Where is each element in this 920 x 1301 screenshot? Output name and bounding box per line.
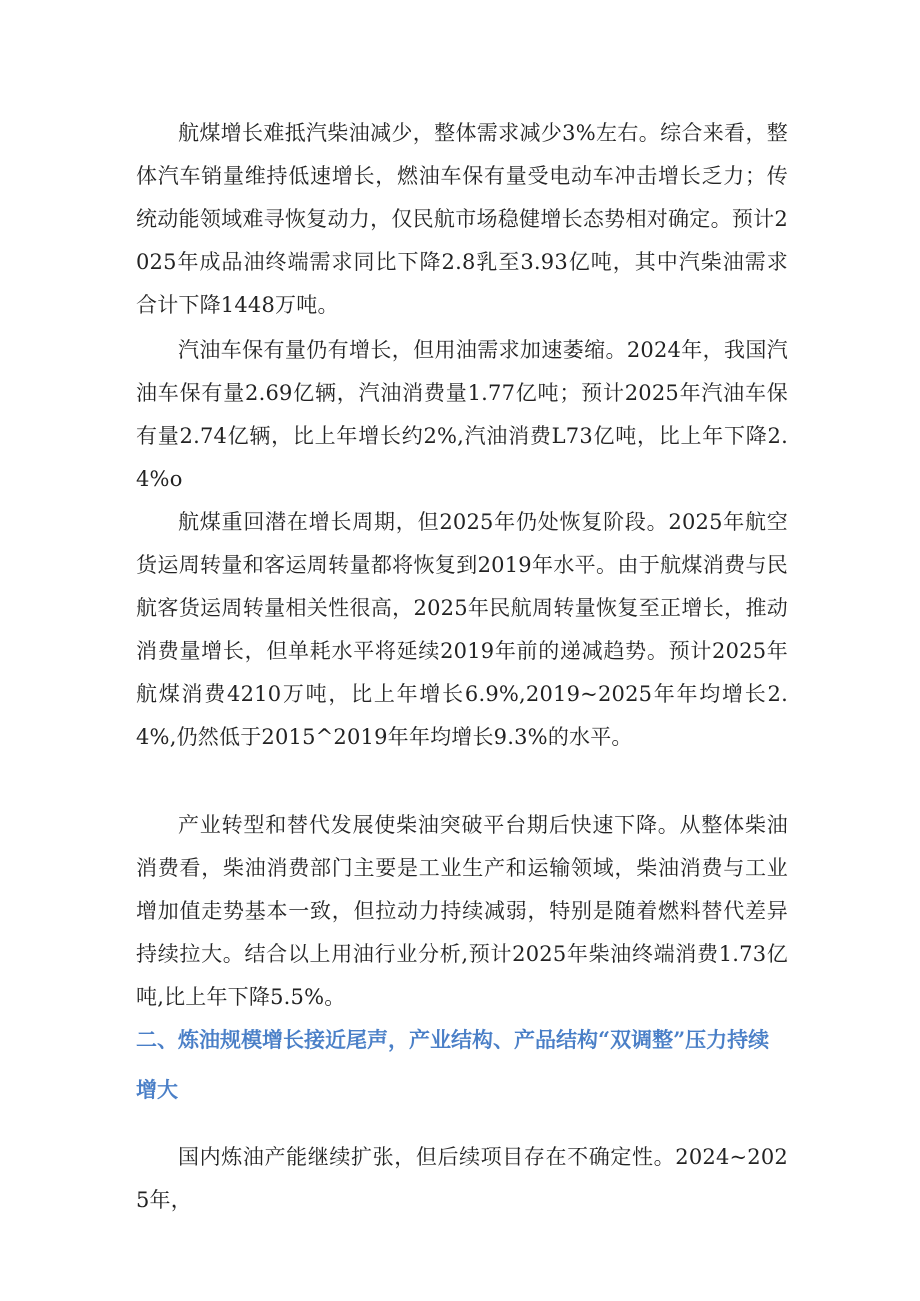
paragraph-jet-fuel-demand-summary: 航煤增长难抵汽柴油减少，整体需求减少3%左右。综合来看，整体汽车销量维持低速增长，燃油车保有量受电动车冲击增长乏力；传统动能领域难寻恢复动力，仅民航市场稳健增长态势相对确定。预计2025年成品油终端需求同比下降2.8乳至3.93亿吨，其中汽柴油需求合计下降1448万吨。	[136, 121, 788, 317]
paragraph-jet-fuel-growth: 航煤重回潜在增长周期，但2025年仍处恢复阶段。2025年航空货运周转量和客运周转量都将恢复到2019年水平。由于航煤消费与民航客货运周转量相关性很高，2025年民航周转量恢复至正增长，推动消费量增长，但单耗水平将延续2019年前的递减趋势。预计2025年航煤消费4210万吨，比上年增长6.9%,2019~2025年年均增长2.4%,仍然低于2015^2019年年均增长9.3%的水平。	[136, 510, 788, 749]
paragraph-diesel-decline: 产业转型和替代发展使柴油突破平台期后快速下降。从整体柴油消费看，柴油消费部门主要是工业生产和运输领域，柴油消费与工业增加值走势基本一致，但拉动力持续减弱，特别是随着燃料替代差异持续拉大。结合以上用油行业分析,预计2025年柴油终端消费1.73亿吨,比上年下降5.5%。	[136, 813, 788, 1009]
paragraph-refining-capacity: 国内炼油产能继续扩张，但后续项目存在不确定性。2024~2025年，	[136, 1145, 788, 1212]
section-heading-refining: 二、炼油规模增长接近尾声，产业结构、产品结构“双调整”压力持续增大	[136, 1027, 770, 1102]
paragraph-gasoline-vehicles: 汽油车保有量仍有增长，但用油需求加速萎缩。2024年，我国汽油车保有量2.69亿辆，汽油消费量1.77亿吨；预计2025年汽油车保有量2.74亿辆，比上年增长约2%,汽油消费L73亿吨，比上年下降2.4%o	[136, 338, 788, 491]
